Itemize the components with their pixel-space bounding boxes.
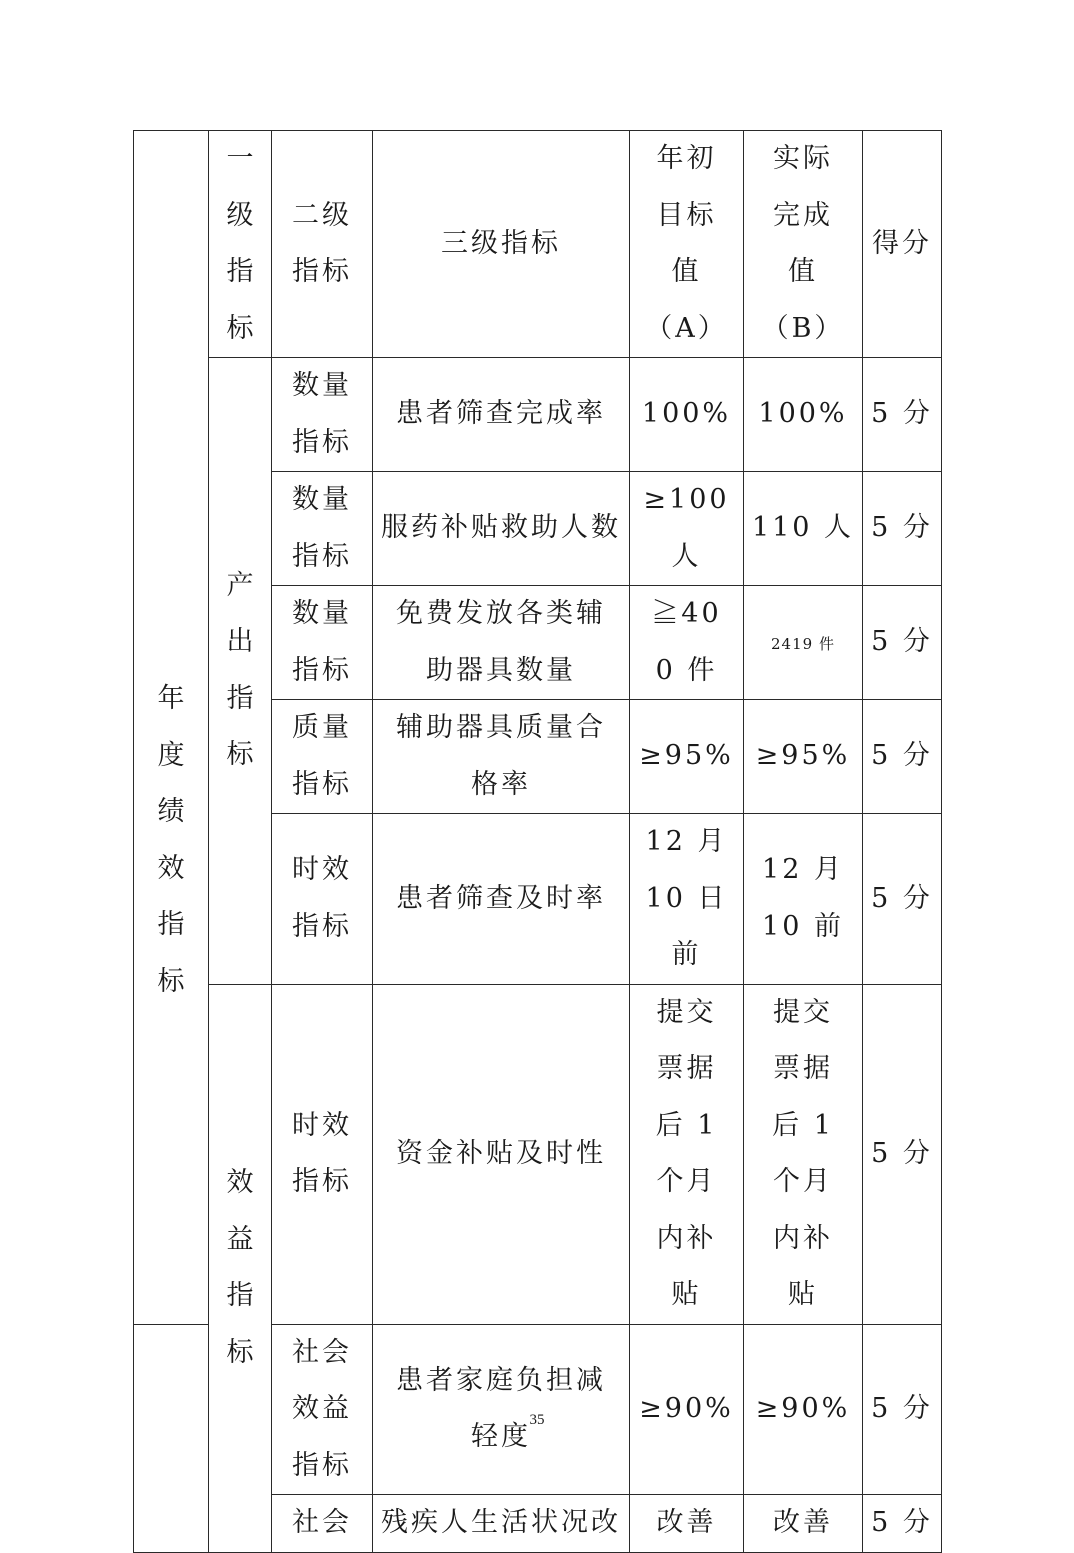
level3-cell: 残疾人生活状况改	[373, 1495, 630, 1553]
target-cell: ≥90%	[630, 1324, 744, 1495]
header-actual: 实际完成值（B）	[744, 131, 863, 358]
header-level1: 一级指标	[209, 131, 272, 358]
header-target: 年初目标值（A）	[630, 131, 744, 358]
level2-cell: 时效指标	[272, 984, 373, 1324]
target-cell: ≥100人	[630, 472, 744, 586]
header-level3: 三级指标	[373, 131, 630, 358]
level3-cell: 患者筛查及时率	[373, 814, 630, 985]
score-cell: 5 分	[863, 472, 942, 586]
level3-cell: 服药补贴救助人数	[373, 472, 630, 586]
performance-indicator-table	[133, 130, 942, 1553]
score-cell: 5 分	[863, 700, 942, 814]
actual-cell: 100%	[744, 358, 863, 472]
level2-cell: 社会	[272, 1495, 373, 1553]
score-cell: 5 分	[863, 586, 942, 700]
actual-cell: 提交票据后 1 个月内补贴	[744, 984, 863, 1324]
header-score: 得分	[863, 131, 942, 358]
actual-cell: 改善	[744, 1495, 863, 1553]
level3-cell: 资金补贴及时性	[373, 984, 630, 1324]
actual-cell: ≥90%	[744, 1324, 863, 1495]
level2-cell: 数量指标	[272, 586, 373, 700]
level1-benefit: 效益指标	[209, 984, 272, 1552]
target-cell: ≧400 件	[630, 586, 744, 700]
target-cell: 12 月 10 日前	[630, 814, 744, 985]
level3-cell: 免费发放各类辅助器具数量	[373, 586, 630, 700]
dimension-cell-spacer	[134, 1324, 209, 1495]
actual-cell: 12 月 10 前	[744, 814, 863, 985]
level3-cell: 辅助器具质量合格率	[373, 700, 630, 814]
level2-cell: 社会效益指标	[272, 1324, 373, 1495]
dimension-cell-top	[134, 131, 209, 358]
level2-cell: 质量指标	[272, 700, 373, 814]
dimension-cell-bottom	[134, 1495, 209, 1553]
target-cell: 改善	[630, 1495, 744, 1553]
dimension-label: 年度绩效指标	[134, 358, 209, 1325]
score-cell: 5 分	[863, 1324, 942, 1495]
level1-output: 产出指标	[209, 358, 272, 985]
actual-cell: 2419 件	[744, 586, 863, 700]
table-row	[134, 358, 942, 472]
table-row	[134, 984, 942, 1324]
actual-cell: ≥95%	[744, 700, 863, 814]
level3-cell: 患者家庭负担减轻度	[373, 1324, 630, 1495]
level2-cell: 时效指标	[272, 814, 373, 985]
score-cell: 5 分	[863, 1495, 942, 1553]
target-cell: ≥95%	[630, 700, 744, 814]
score-cell: 5 分	[863, 358, 942, 472]
target-cell: 提交票据后 1 个月内补贴	[630, 984, 744, 1324]
header-level2: 二级指标	[272, 131, 373, 358]
actual-cell: 110 人	[744, 472, 863, 586]
level3-cell: 患者筛查完成率	[373, 358, 630, 472]
score-cell: 5 分	[863, 984, 942, 1324]
level2-cell: 数量指标	[272, 358, 373, 472]
level2-cell: 数量指标	[272, 472, 373, 586]
page-number: 35	[529, 1412, 545, 1428]
score-cell: 5 分	[863, 814, 942, 985]
target-cell: 100%	[630, 358, 744, 472]
